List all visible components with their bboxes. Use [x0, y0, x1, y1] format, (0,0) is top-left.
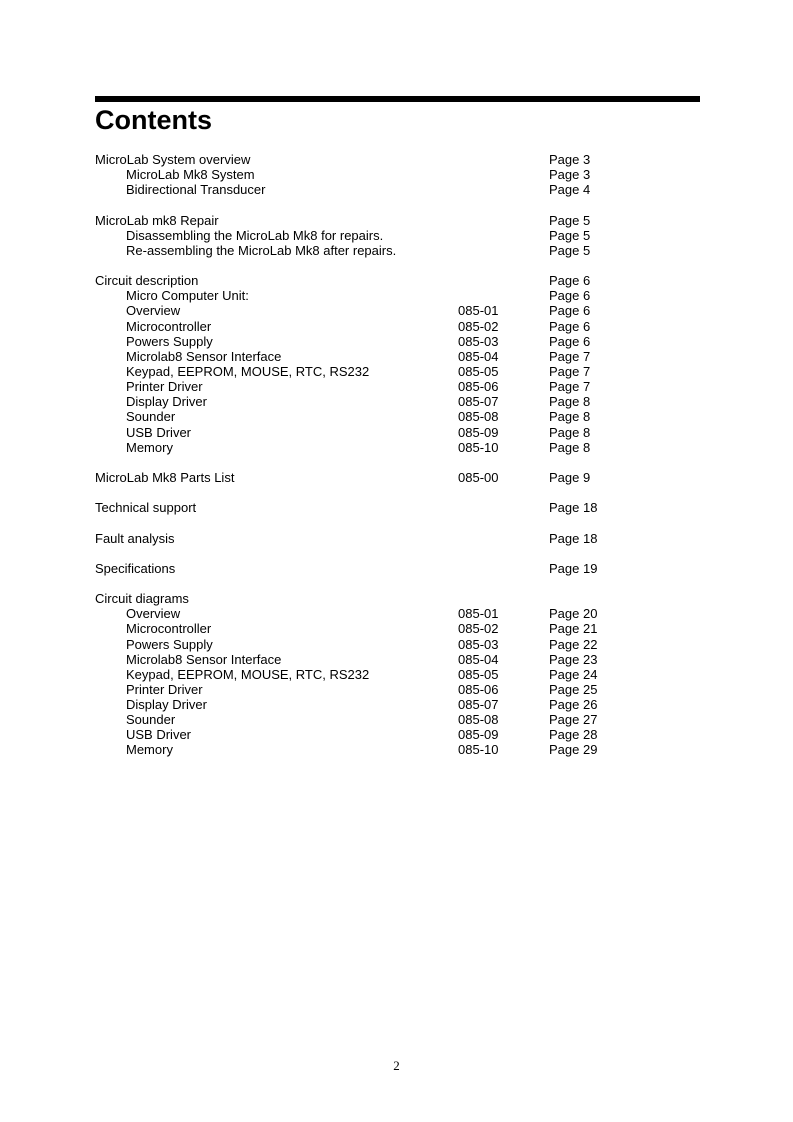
toc-entry-code: 085-01 — [458, 606, 499, 622]
toc-entry-page: Page 8 — [549, 394, 591, 410]
page-number: 2 — [393, 1058, 400, 1073]
toc-entry-code: 085-07 — [458, 697, 499, 713]
toc-entry-page: Page 18 — [549, 530, 598, 546]
toc-entry-page: Page 7 — [549, 379, 591, 395]
toc-entry-page: Page 3 — [549, 152, 591, 167]
toc-subentry[interactable] — [95, 288, 655, 303]
toc-entry-page: Page 6 — [549, 273, 591, 289]
toc-subentry[interactable] — [95, 682, 655, 697]
toc-entry-page: Page 6 — [549, 303, 591, 319]
toc-entry-code: 085-00 — [458, 469, 499, 485]
toc-subentry[interactable] — [95, 334, 655, 349]
toc-entry-label: Overview — [126, 606, 181, 622]
toc-entry-label: Disassembling the MicroLab Mk8 for repairs. — [126, 227, 384, 243]
toc-entry-code: 085-01 — [458, 303, 499, 319]
toc-entry-page: Page 6 — [549, 333, 591, 349]
toc-subentry[interactable] — [95, 667, 655, 682]
toc-entry-label: Microcontroller — [126, 621, 212, 637]
toc-subentry[interactable] — [95, 228, 655, 243]
toc-entry-label: Sounder — [126, 409, 176, 425]
toc-subentry[interactable] — [95, 637, 655, 652]
toc-entry-label: Display Driver — [126, 394, 207, 410]
toc-entry[interactable] — [95, 152, 655, 167]
toc-entry-label: MicroLab mk8 Repair — [95, 212, 219, 228]
toc-entry-label: Circuit diagrams — [95, 591, 189, 607]
toc-entry-page: Page 19 — [549, 560, 598, 576]
toc-entry-label: Technical support — [95, 500, 197, 516]
toc-subentry[interactable] — [95, 243, 655, 258]
toc-subentry[interactable] — [95, 712, 655, 727]
toc-entry-label: Circuit description — [95, 273, 199, 289]
toc-subentry[interactable] — [95, 727, 655, 742]
toc-entry-page: Page 8 — [549, 439, 591, 455]
table-of-contents — [95, 152, 655, 758]
toc-entry-page: Page 24 — [549, 666, 598, 682]
toc-entry-label: Powers Supply — [126, 333, 213, 349]
toc-entry-page: Page 4 — [549, 182, 591, 198]
toc-entry-code: 085-09 — [458, 424, 499, 440]
toc-entry-code: 085-09 — [458, 727, 499, 743]
toc-entry-label: Printer Driver — [126, 681, 203, 697]
toc-entry-page: Page 3 — [549, 167, 591, 183]
toc-entry-page: Page 29 — [549, 742, 598, 758]
toc-entry-page: Page 25 — [549, 681, 598, 697]
toc-subentry[interactable] — [95, 742, 655, 757]
toc-entry[interactable] — [95, 470, 655, 485]
toc-subentry[interactable] — [95, 409, 655, 424]
toc-subentry[interactable] — [95, 394, 655, 409]
toc-entry-code: 085-07 — [458, 394, 499, 410]
toc-entry-label: Fault analysis — [95, 530, 175, 546]
toc-entry-code: 085-02 — [458, 621, 499, 637]
toc-entry-page: Page 27 — [549, 712, 598, 728]
toc-entry[interactable] — [95, 500, 655, 515]
toc-entry-label: USB Driver — [126, 727, 192, 743]
toc-entry[interactable] — [95, 591, 655, 606]
toc-entry-page: Page 20 — [549, 606, 598, 622]
toc-entry-page: Page 6 — [549, 288, 591, 304]
toc-entry-label: Microcontroller — [126, 318, 212, 334]
toc-subentry[interactable] — [95, 167, 655, 182]
toc-entry-page: Page 7 — [549, 348, 591, 364]
toc-entry-code: 085-05 — [458, 363, 499, 379]
toc-entry-label: Specifications — [95, 560, 176, 576]
toc-entry-code: 085-08 — [458, 409, 499, 425]
toc-entry-label: Keypad, EEPROM, MOUSE, RTC, RS232 — [126, 363, 370, 379]
toc-entry-label: Sounder — [126, 712, 176, 728]
toc-gap — [95, 546, 655, 561]
toc-entry-label: Bidirectional Transducer — [126, 182, 266, 198]
toc-entry-code: 085-10 — [458, 439, 499, 455]
toc-entry-label: Printer Driver — [126, 379, 203, 395]
toc-subentry[interactable] — [95, 606, 655, 621]
toc-entry-code: 085-08 — [458, 712, 499, 728]
toc-entry-label: Display Driver — [126, 697, 207, 713]
toc-entry-label: Microlab8 Sensor Interface — [126, 651, 282, 667]
toc-entry[interactable] — [95, 531, 655, 546]
toc-entry[interactable] — [95, 561, 655, 576]
toc-entry-page: Page 26 — [549, 697, 598, 713]
toc-entry-label: Memory — [126, 742, 173, 758]
toc-entry-page: Page 6 — [549, 318, 591, 334]
toc-entry-page: Page 5 — [549, 242, 591, 258]
toc-gap — [95, 197, 655, 212]
toc-entry-code: 085-04 — [458, 348, 499, 364]
page-title: Contents — [95, 105, 212, 135]
toc-gap — [95, 576, 655, 591]
toc-subentry[interactable] — [95, 621, 655, 636]
toc-entry-code: 085-06 — [458, 379, 499, 395]
toc-gap — [95, 515, 655, 530]
toc-entry-page: Page 5 — [549, 227, 591, 243]
toc-gap — [95, 258, 655, 273]
toc-entry-page: Page 9 — [549, 469, 591, 485]
toc-entry-code: 085-03 — [458, 333, 499, 349]
toc-subentry[interactable] — [95, 349, 655, 364]
toc-subentry[interactable] — [95, 303, 655, 318]
toc-entry-label: Re-assembling the MicroLab Mk8 after repairs. — [126, 242, 397, 258]
toc-gap — [95, 485, 655, 500]
toc-entry-code: 085-03 — [458, 636, 499, 652]
toc-subentry[interactable] — [95, 652, 655, 667]
toc-entry-label: MicroLab System overview — [95, 152, 251, 167]
toc-entry-page: Page 28 — [549, 727, 598, 743]
toc-entry-label: Overview — [126, 303, 181, 319]
toc-entry-label: Memory — [126, 439, 173, 455]
toc-entry-page: Page 8 — [549, 424, 591, 440]
toc-entry-code: 085-05 — [458, 666, 499, 682]
toc-entry-label: Micro Computer Unit: — [126, 288, 249, 304]
toc-entry-page: Page 8 — [549, 409, 591, 425]
toc-entry[interactable] — [95, 213, 655, 228]
toc-subentry[interactable] — [95, 319, 655, 334]
toc-entry-page: Page 7 — [549, 363, 591, 379]
toc-entry-label: Powers Supply — [126, 636, 213, 652]
toc-subentry[interactable] — [95, 364, 655, 379]
toc-subentry[interactable] — [95, 440, 655, 455]
toc-subentry[interactable] — [95, 697, 655, 712]
toc-entry-code: 085-10 — [458, 742, 499, 758]
toc-entry-label: Microlab8 Sensor Interface — [126, 348, 282, 364]
toc-entry-code: 085-02 — [458, 318, 499, 334]
toc-entry-label: MicroLab Mk8 System — [126, 167, 255, 183]
toc-entry-page: Page 5 — [549, 212, 591, 228]
toc-subentry[interactable] — [95, 182, 655, 197]
toc-entry-label: Keypad, EEPROM, MOUSE, RTC, RS232 — [126, 666, 370, 682]
toc-gap — [95, 455, 655, 470]
toc-entry-page: Page 22 — [549, 636, 598, 652]
toc-entry-code: 085-06 — [458, 681, 499, 697]
toc-entry[interactable] — [95, 273, 655, 288]
toc-entry-page: Page 18 — [549, 500, 598, 516]
toc-entry-code: 085-04 — [458, 651, 499, 667]
toc-entry-page: Page 21 — [549, 621, 598, 637]
toc-entry-page: Page 23 — [549, 651, 598, 667]
toc-entry-label: USB Driver — [126, 424, 192, 440]
toc-entry-label: MicroLab Mk8 Parts List — [95, 469, 235, 485]
toc-subentry[interactable] — [95, 425, 655, 440]
toc-subentry[interactable] — [95, 379, 655, 394]
